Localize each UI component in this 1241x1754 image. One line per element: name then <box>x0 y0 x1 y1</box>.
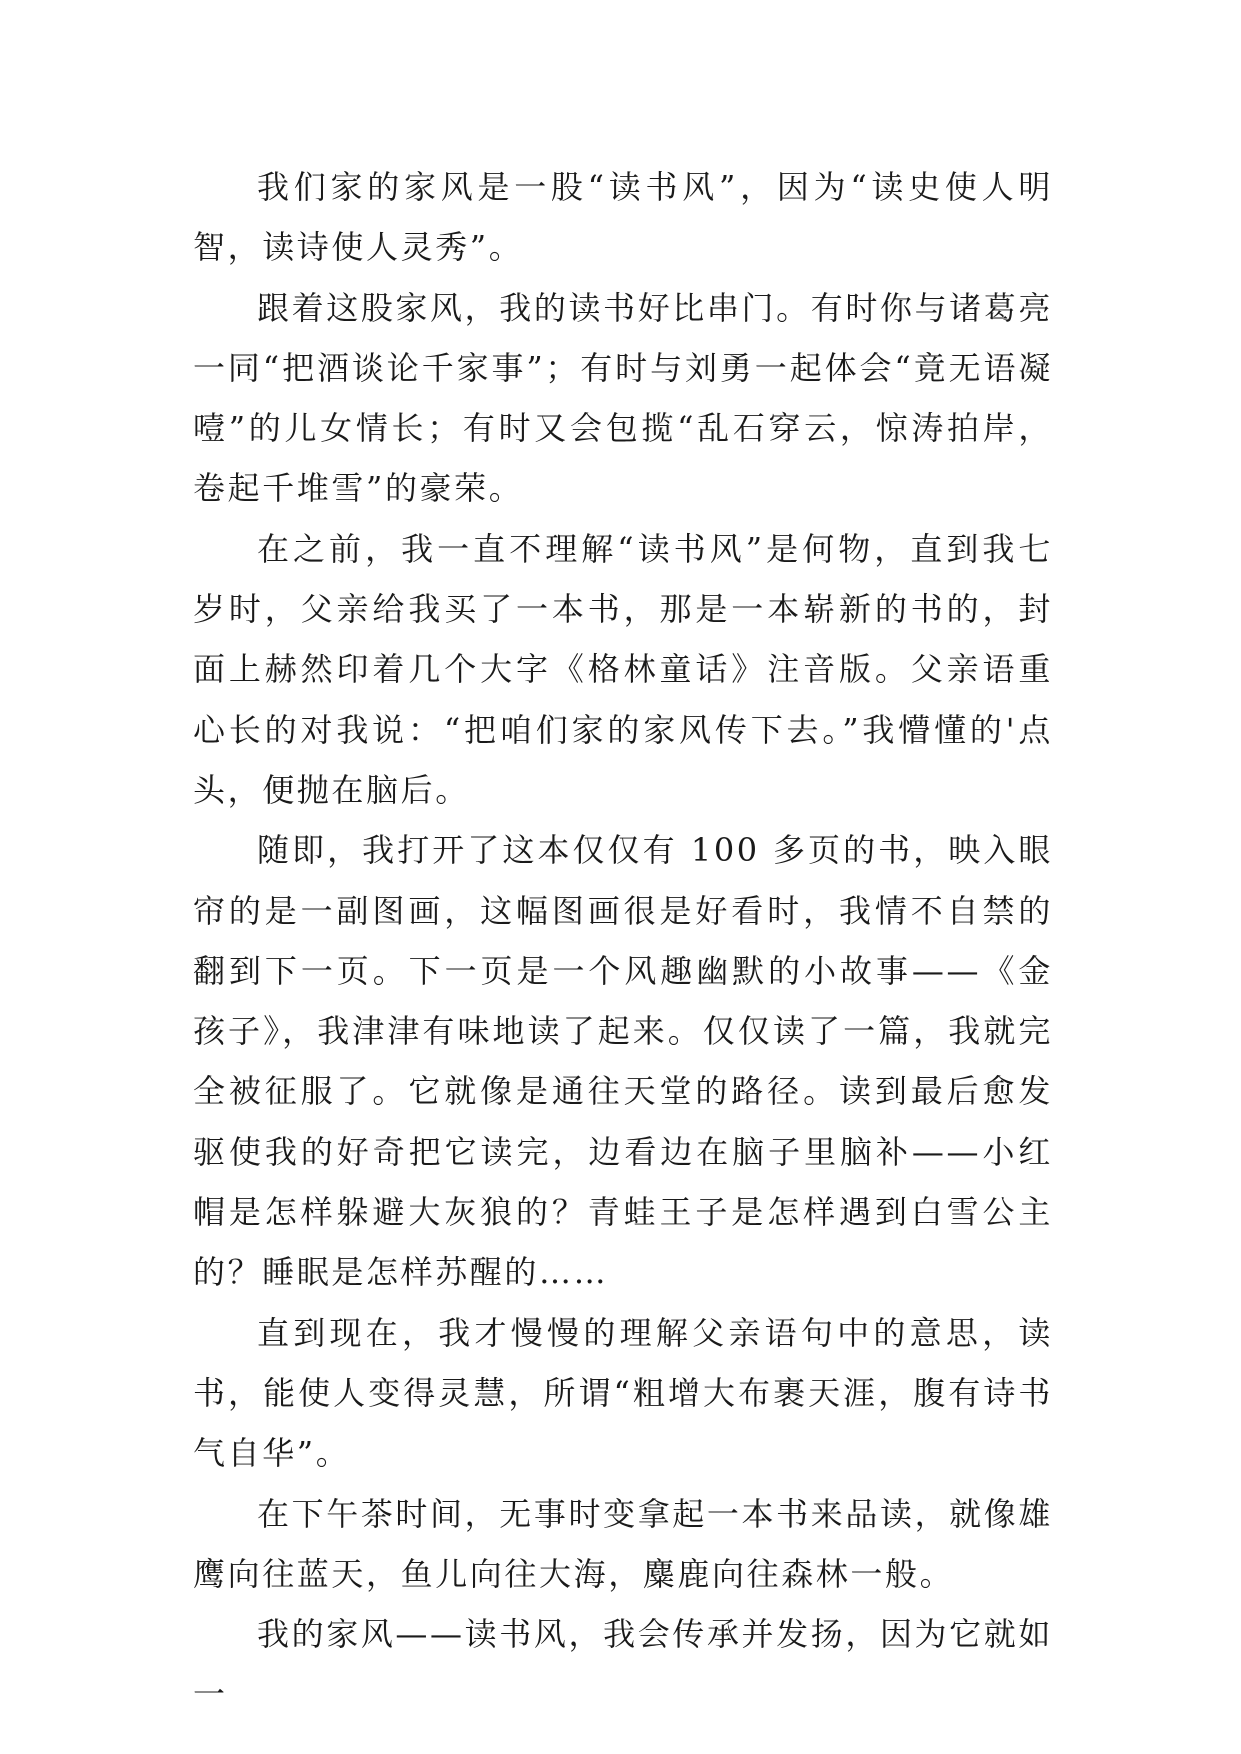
paragraph-7: 我的家风——读书风，我会传承并发扬，因为它就如一 <box>193 1615 1053 1714</box>
paragraph-6: 在下午茶时间，无事时变拿起一本书来品读，就像雄鹰向往蓝天，鱼儿向往大海，麋鹿向往森林一般。 <box>193 1494 1053 1593</box>
paragraph-1: 我们家的家风是一股“读书风”，因为“读史使人明智，读诗使人灵秀”。 <box>193 168 1053 267</box>
paragraph-5: 直到现在，我才慢慢的理解父亲语句中的意思，读书，能使人变得灵慧，所谓“粗增大布裹天涯，腹有诗书气自华”。 <box>193 1313 1053 1473</box>
paragraph-3: 在之前，我一直不理解“读书风”是何物，直到我七岁时，父亲给我买了一本书，那是一本崭新的书的，封面上赫然印着几个大字《格林童话》注音版。父亲语重心长的对我说：“把咱们家的家风传下去。”我懵懂的'点头，便抛在脑后。 <box>193 529 1053 809</box>
paragraph-4: 随即，我打开了这本仅仅有 100 多页的书，映入眼帘的是一副图画，这幅图画很是好看时，我情不自禁的翻到下一页。下一页是一个风趣幽默的小故事——《金孩子》，我津津有味地读了起来。仅仅读了一篇，我就完全被征服了。它就像是通往天堂的路径。读到最后愈发驱使我的好奇把它读完，边看边在脑子里脑补——小红帽是怎样躲避大灰狼的？青蛙王子是怎样遇到白雪公主的？睡眠是怎样苏醒的…… <box>193 831 1053 1292</box>
document-body <box>193 157 1053 1725</box>
paragraph-2: 跟着这股家风，我的读书好比串门。有时你与诸葛亮一同“把酒谈论千家事”；有时与刘勇一起体会“竟无语凝噎”的儿女情长；有时又会包揽“乱石穿云，惊涛拍岸，卷起千堆雪”的豪荣。 <box>193 288 1053 508</box>
